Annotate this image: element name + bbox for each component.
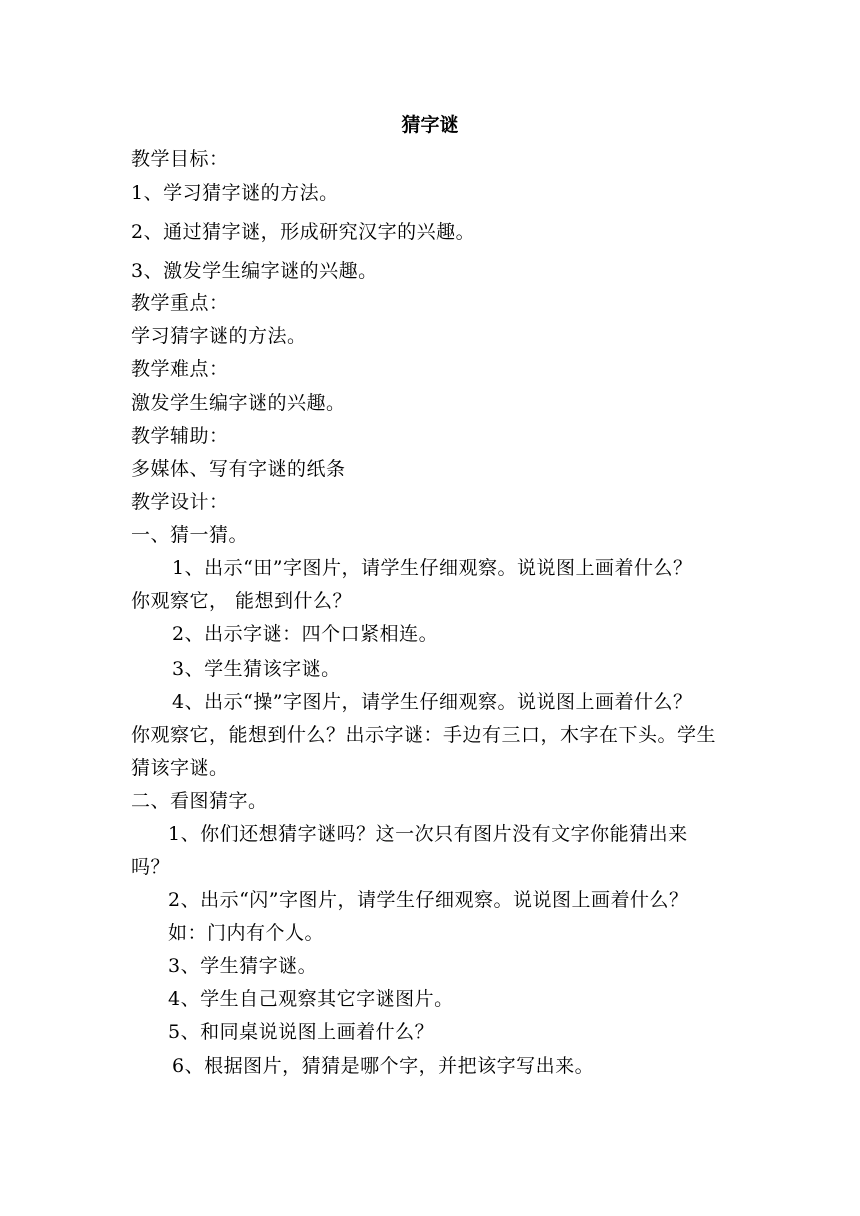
- section-one-item-2: 2、出示字谜：四个口紧相连。: [172, 623, 439, 645]
- heading-key-points: 教学重点：: [131, 292, 229, 314]
- section-two-item-1-cont: 吗？: [131, 856, 171, 878]
- section-one-item-4-cont-2: 猜该字谜。: [131, 757, 229, 779]
- section-two-item-6: 6、根据图片，猜猜是哪个字，并把该字写出来。: [172, 1055, 595, 1077]
- section-two-item-2: 2、出示“闪”字图片，请学生仔细观察。说说图上画着什么？: [168, 889, 689, 911]
- section-one-item-1-cont: 你观察它， 能想到什么？: [131, 590, 353, 612]
- section-two-item-2-cont: 如：门内有个人。: [168, 922, 325, 944]
- heading-difficulties: 教学难点：: [131, 358, 229, 380]
- goal-item-2: 2、通过猜字谜，形成研究汉字的兴趣。: [131, 221, 476, 243]
- difficulty-text: 激发学生编字谜的兴趣。: [131, 392, 346, 414]
- heading-teaching-goals: 教学目标：: [131, 148, 229, 170]
- section-one-heading: 一、猜一猜。: [131, 524, 249, 546]
- heading-teaching-aids: 教学辅助：: [131, 425, 229, 447]
- section-two-heading: 二、看图猜字。: [131, 790, 268, 812]
- section-two-item-5: 5、和同桌说说图上画着什么？: [168, 1021, 435, 1043]
- section-one-item-4-cont-1: 你观察它，能想到什么？出示字谜：手边有三口，木字在下头。学生: [131, 724, 717, 746]
- section-one-item-3: 3、学生猜该字谜。: [172, 658, 341, 680]
- heading-teaching-design: 教学设计：: [131, 491, 229, 513]
- section-one-item-4: 4、出示“操”字图片，请学生仔细观察。说说图上画着什么？: [172, 691, 693, 713]
- section-two-item-3: 3、学生猜字谜。: [168, 955, 318, 977]
- section-one-item-1: 1、出示“田”字图片，请学生仔细观察。说说图上画着什么？: [172, 557, 693, 579]
- section-two-item-4: 4、学生自己观察其它字谜图片。: [168, 988, 454, 1010]
- goal-item-1: 1、学习猜字谜的方法。: [131, 182, 339, 204]
- document-title: 猜字谜: [401, 114, 459, 136]
- goal-item-3: 3、激发学生编字谜的兴趣。: [131, 260, 378, 282]
- key-point-text: 学习猜字谜的方法。: [131, 325, 307, 347]
- teaching-aids-text: 多媒体、写有字谜的纸条: [131, 458, 346, 480]
- section-two-item-1: 1、你们还想猜字谜吗？这一次只有图片没有文字你能猜出来: [168, 823, 688, 845]
